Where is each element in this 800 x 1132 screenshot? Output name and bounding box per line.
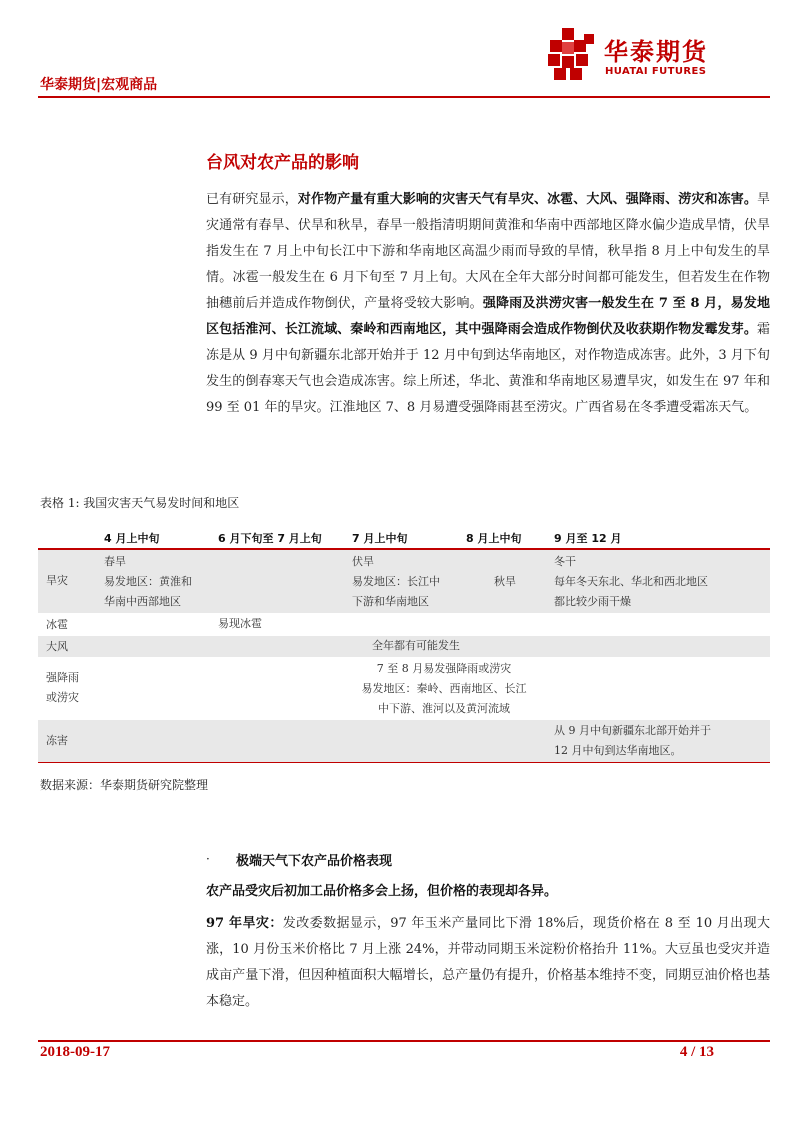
row-label bbox=[46, 668, 79, 708]
cell-line: 易发地区：秦岭、西南地区、长江 bbox=[361, 682, 527, 695]
row-label: 冻害 bbox=[46, 734, 68, 747]
data-source-note: 数据来源：华泰期货研究院整理 bbox=[40, 778, 209, 792]
cell-line: 易发地区：长江中 bbox=[352, 575, 440, 588]
table-bottom-rule bbox=[38, 762, 770, 763]
footer-divider bbox=[38, 1040, 770, 1042]
cell-line: 7 至 8 月易发强降雨或涝灾 bbox=[376, 662, 512, 675]
huatai-logo bbox=[548, 28, 718, 84]
section2-lead: 农产品受灾后初加工品价格多会上扬，但价格的表现却各异。 bbox=[206, 884, 558, 899]
label-line: 强降雨 bbox=[46, 671, 79, 684]
footer-date: 2018-09-17 bbox=[40, 1044, 110, 1060]
label-line: 或涝灾 bbox=[46, 691, 79, 704]
logo-english-name: HUATAI FUTURES bbox=[605, 66, 707, 77]
paragraph-run-bold: 对作物产量有重大影响的灾害天气有旱灾、冰雹、大风、强降雨、涝灾和冻害。 bbox=[297, 192, 757, 207]
table-row-drought bbox=[38, 550, 770, 614]
section-title-prices: 极端天气下农产品价格表现 bbox=[236, 854, 393, 869]
drought-spring-cell bbox=[104, 552, 192, 612]
table-row-wind bbox=[38, 636, 770, 658]
row-label: 冰雹 bbox=[46, 618, 68, 631]
header-section-label: 华泰期货|宏观商品 bbox=[40, 77, 158, 93]
paragraph-run: 发改委数据显示，97 年玉米产量同比下滑 18%后，现货价格在 8 至 10 月出现大涨，10 月份玉米价格比 7 月上涨 24%，并带动同期玉米淀粉价格抬升 11%。大豆虽也受灾并造成亩产量下滑，但因种植面积大幅增长，总产量仍有提升，价格基本维持不变，同期豆油价格也基本稳定。 bbox=[206, 916, 771, 1009]
table-header-cell: 4 月上中旬 bbox=[104, 532, 160, 545]
table-header-cell: 6 月下旬至 7 月上旬 bbox=[218, 532, 322, 545]
bullet-icon: · bbox=[206, 852, 210, 866]
cell-line: 12 月中旬到达华南地区。 bbox=[554, 744, 682, 757]
cell-line: 下游和华南地区 bbox=[352, 595, 429, 608]
paragraph-run: 已有研究显示， bbox=[206, 192, 298, 207]
table-header-cell: 7 月上中旬 bbox=[352, 532, 408, 545]
section2-paragraph bbox=[206, 911, 770, 1015]
cell-line: 易发地区：黄淮和 bbox=[104, 575, 192, 588]
wind-cell: 全年都有可能发生 bbox=[372, 639, 460, 652]
row-label: 旱灾 bbox=[46, 574, 68, 587]
table-caption: 表格 1: 我国灾害天气易发时间和地区 bbox=[40, 496, 240, 510]
table-row-frost bbox=[38, 720, 770, 764]
header-divider bbox=[38, 96, 770, 98]
frost-cell bbox=[554, 721, 711, 761]
paragraph-run-bold: 强降雨及洪涝灾害一般发生在 7 至 8 月，易发地区包括淮河、长江流域、秦岭和西南地区，其中强降雨会造成作物倒伏及收获期作物发霉发芽。 bbox=[206, 296, 770, 337]
rain-cell bbox=[354, 659, 534, 719]
drought-winter-cell bbox=[554, 552, 708, 612]
section1-paragraph bbox=[206, 187, 770, 421]
row-label: 大风 bbox=[46, 640, 68, 653]
cell-line: 每年冬天东北、华北和西北地区 bbox=[554, 575, 708, 588]
hail-cell: 易现冰雹 bbox=[218, 617, 262, 630]
cell-line: 都比较少雨干燥 bbox=[554, 595, 631, 608]
table-row-hail bbox=[38, 614, 770, 636]
cell-line: 从 9 月中旬新疆东北部开始并于 bbox=[554, 724, 711, 737]
table-row-rain bbox=[38, 658, 770, 720]
huatai-logo-mark-icon bbox=[548, 28, 596, 80]
paragraph-run-bold: 97 年旱灾： bbox=[206, 916, 283, 931]
cell-line: 伏旱 bbox=[352, 555, 374, 568]
section-title-typhoon: 台风对农产品的影响 bbox=[206, 153, 359, 173]
table-header-row bbox=[38, 524, 770, 550]
cell-line: 冬干 bbox=[554, 555, 576, 568]
table-header-cell: 8 月上中旬 bbox=[466, 532, 522, 545]
footer-page-number: 4 / 13 bbox=[679, 1044, 714, 1060]
drought-autumn-cell: 秋旱 bbox=[494, 575, 516, 588]
cell-line: 春旱 bbox=[104, 555, 126, 568]
cell-line: 中下游、淮河以及黄河流域 bbox=[378, 702, 510, 715]
paragraph-run: 旱灾通常有春旱、伏旱和秋旱，春旱一般指清明期间黄淮和华南中西部地区降水偏少造成旱情，伏旱指发生在 7 月上中旬长江中下游和华南地区高温少雨而导致的旱情，秋旱指 8 月上中旬发生的旱情。冰雹一般发生在 6 月下旬至 7 月上旬。大风在全年大部分时间都可能发生，但若发生在作物抽穗前后并造成作物倒伏，产量将受较大影响。 bbox=[206, 192, 770, 311]
disaster-table bbox=[38, 524, 770, 764]
logo-chinese-name: 华泰期货 bbox=[604, 38, 708, 66]
table-header-cell: 9 月至 12 月 bbox=[554, 532, 622, 545]
paragraph-run: 霜冻是从 9 月中旬新疆东北部开始并于 12 月中旬到达华南地区，对作物造成冻害。此外，3 月下旬发生的倒春寒天气也会造成冻害。综上所述，华北、黄淮和华南地区易遭旱灾，如发生在 97 年和 99 至 01 年的旱灾。江淮地区 7、8 月易遭受强降雨甚至涝灾。广西省易在冬季遭受霜冻天气。 bbox=[206, 322, 770, 415]
cell-line: 华南中西部地区 bbox=[104, 595, 181, 608]
drought-summer-cell bbox=[352, 552, 440, 612]
